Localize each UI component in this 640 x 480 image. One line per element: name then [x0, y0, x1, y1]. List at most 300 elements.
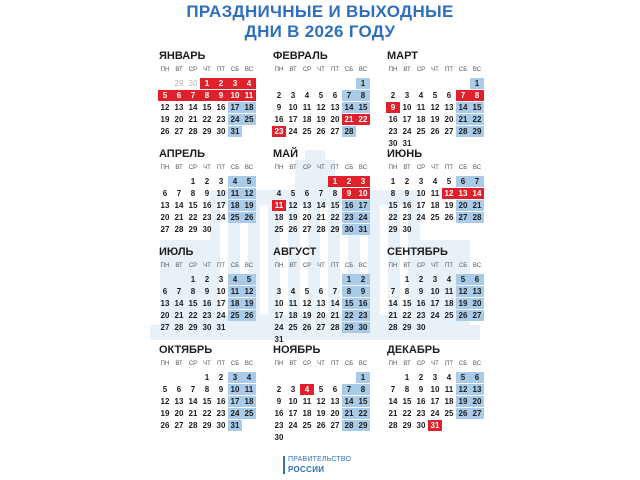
workday: 17 — [288, 409, 298, 418]
weekend-day: 23 — [342, 212, 356, 223]
weekday-label: ВС — [244, 361, 254, 367]
weekend-day: 29 — [470, 126, 484, 137]
weekday-label: СР — [416, 67, 426, 73]
workday: 17 — [430, 397, 440, 406]
workday: 28 — [174, 323, 184, 332]
workday: 21 — [316, 213, 326, 222]
weekday-label: ПТ — [217, 67, 225, 73]
weekday-label: ПН — [274, 263, 284, 269]
workday: 13 — [174, 397, 184, 406]
weekend-day: 12 — [242, 188, 256, 199]
weekend-day: 21 — [342, 408, 356, 419]
workday: 17 — [402, 115, 412, 124]
workday: 28 — [388, 323, 398, 332]
prev-month-day: 29 — [174, 79, 184, 88]
weekday-label: ВС — [472, 67, 482, 73]
workday: 3 — [276, 287, 282, 296]
workday: 6 — [332, 385, 338, 394]
weekend-day: 11 — [228, 286, 242, 297]
weekend-day: 8 — [356, 384, 370, 395]
workday: 24 — [216, 213, 226, 222]
workday: 23 — [416, 409, 426, 418]
workday: 9 — [204, 189, 210, 198]
workday: 9 — [418, 287, 424, 296]
workday: 25 — [416, 127, 426, 136]
weekend-day: 7 — [470, 176, 484, 187]
workday: 27 — [302, 225, 312, 234]
workday: 7 — [176, 189, 182, 198]
weekend-day: 24 — [356, 212, 370, 223]
workday: 20 — [160, 311, 170, 320]
month-name: СЕНТЯБРЬ — [387, 246, 448, 258]
workday: 22 — [202, 115, 212, 124]
workday: 27 — [330, 127, 340, 136]
weekend-day: 31 — [356, 224, 370, 235]
weekend-day: 19 — [242, 298, 256, 309]
workday: 25 — [302, 421, 312, 430]
month-4 — [158, 148, 256, 234]
workday: 16 — [388, 115, 398, 124]
weekday-label: ЧТ — [431, 165, 439, 171]
holiday-day: 7 — [456, 90, 470, 101]
weekday-label: СР — [302, 165, 312, 171]
weekday-header — [158, 164, 256, 175]
government-logo — [283, 454, 373, 476]
workday: 23 — [388, 127, 398, 136]
weekday-label: СБ — [230, 67, 240, 73]
logo-line-1: ПРАВИТЕЛЬСТВО — [288, 456, 352, 463]
weekend-day: 15 — [342, 298, 356, 309]
month-name: ФЕВРАЛЬ — [273, 50, 328, 62]
holiday-day: 23 — [272, 126, 286, 137]
workday: 14 — [330, 299, 340, 308]
workday: 15 — [402, 397, 412, 406]
workday: 8 — [332, 189, 338, 198]
workday: 11 — [302, 103, 312, 112]
workday: 8 — [404, 385, 410, 394]
weekend-day: 19 — [456, 298, 470, 309]
workday: 25 — [444, 409, 454, 418]
workday: 9 — [218, 385, 224, 394]
logo-bar — [283, 456, 285, 474]
workday: 11 — [302, 397, 312, 406]
workday: 10 — [274, 299, 284, 308]
holiday-day: 22 — [356, 114, 370, 125]
workday: 24 — [416, 213, 426, 222]
workday: 29 — [402, 323, 412, 332]
weekend-day: 8 — [342, 286, 356, 297]
weekday-label: ВТ — [403, 165, 411, 171]
workday: 4 — [446, 275, 452, 284]
workday: 2 — [276, 91, 282, 100]
workday: 29 — [188, 323, 198, 332]
workday: 10 — [416, 189, 426, 198]
weekend-day: 20 — [456, 200, 470, 211]
holiday-day: 9 — [214, 90, 228, 101]
weekday-label: ПН — [388, 165, 398, 171]
holiday-day: 6 — [172, 90, 186, 101]
workday: 3 — [290, 91, 296, 100]
workday: 15 — [202, 397, 212, 406]
weekend-day: 14 — [342, 102, 356, 113]
weekday-label: ВС — [472, 165, 482, 171]
workday: 30 — [202, 323, 212, 332]
month-name: ОКТЯБРЬ — [159, 344, 213, 356]
workday: 17 — [274, 311, 284, 320]
month-3 — [386, 50, 484, 148]
weekday-label: ЧТ — [203, 361, 211, 367]
weekday-label: ВТ — [403, 361, 411, 367]
workday: 19 — [316, 115, 326, 124]
weekday-label: ПН — [160, 165, 170, 171]
workday: 29 — [202, 127, 212, 136]
weekend-day: 4 — [228, 176, 242, 187]
holiday-day: 4 — [300, 384, 314, 395]
weekday-header — [272, 164, 370, 175]
weekday-label: ЧТ — [317, 361, 325, 367]
workday: 20 — [160, 213, 170, 222]
weekend-day: 5 — [242, 274, 256, 285]
weekend-day: 12 — [456, 286, 470, 297]
weekday-label: СР — [188, 361, 198, 367]
weekend-day: 25 — [228, 212, 242, 223]
weekend-day: 22 — [470, 114, 484, 125]
weekend-day: 24 — [228, 114, 242, 125]
workday: 31 — [274, 335, 284, 344]
weekend-day: 23 — [356, 310, 370, 321]
workday: 9 — [276, 397, 282, 406]
month-name: АВГУСТ — [273, 246, 317, 258]
workday: 4 — [290, 287, 296, 296]
workday: 18 — [444, 299, 454, 308]
weekend-day: 15 — [356, 396, 370, 407]
workday: 29 — [202, 421, 212, 430]
workday: 4 — [304, 91, 310, 100]
weekday-label: СР — [188, 67, 198, 73]
workday: 23 — [202, 213, 212, 222]
workday: 6 — [332, 91, 338, 100]
workday: 15 — [402, 299, 412, 308]
workday: 1 — [404, 275, 410, 284]
weekday-label: ВТ — [289, 263, 297, 269]
workday: 20 — [444, 115, 454, 124]
workday: 12 — [288, 201, 298, 210]
workday: 3 — [418, 177, 424, 186]
workday: 20 — [330, 409, 340, 418]
weekend-day: 25 — [242, 408, 256, 419]
weekday-label: СР — [188, 263, 198, 269]
workday: 14 — [388, 397, 398, 406]
workday: 6 — [162, 287, 168, 296]
holiday-day: 11 — [242, 90, 256, 101]
weekend-day: 21 — [456, 114, 470, 125]
weekday-label: СР — [416, 165, 426, 171]
weekend-day: 8 — [356, 90, 370, 101]
workday: 19 — [288, 213, 298, 222]
month-name: ИЮНЬ — [387, 148, 423, 160]
workday: 24 — [288, 127, 298, 136]
weekday-label: СР — [302, 67, 312, 73]
weekend-day: 27 — [470, 408, 484, 419]
workday: 10 — [288, 397, 298, 406]
weekend-day: 9 — [356, 286, 370, 297]
workday: 29 — [188, 225, 198, 234]
workday: 13 — [160, 201, 170, 210]
weekend-day: 14 — [456, 102, 470, 113]
weekday-label: ВС — [358, 361, 368, 367]
holiday-day: 13 — [456, 188, 470, 199]
workday: 7 — [332, 287, 338, 296]
workday: 13 — [330, 397, 340, 406]
workday: 30 — [202, 225, 212, 234]
workday: 29 — [330, 225, 340, 234]
workday: 12 — [316, 397, 326, 406]
workday: 22 — [202, 409, 212, 418]
workday: 10 — [216, 287, 226, 296]
weekday-label: СБ — [230, 361, 240, 367]
holiday-day: 2 — [214, 78, 228, 89]
workday: 1 — [204, 373, 210, 382]
workday: 31 — [402, 139, 412, 148]
weekday-label: ПН — [388, 361, 398, 367]
holiday-day: 2 — [342, 176, 356, 187]
weekday-label: ПТ — [217, 361, 225, 367]
workday: 17 — [416, 201, 426, 210]
workday: 20 — [174, 409, 184, 418]
workday: 2 — [218, 373, 224, 382]
workday: 14 — [316, 201, 326, 210]
weekend-day: 22 — [356, 408, 370, 419]
weekend-day: 31 — [228, 126, 242, 137]
weekday-label: ПТ — [445, 263, 453, 269]
month-9 — [386, 246, 484, 332]
workday: 27 — [316, 323, 326, 332]
weekend-day: 29 — [342, 322, 356, 333]
month-1 — [158, 50, 256, 136]
workday: 17 — [288, 115, 298, 124]
weekday-label: ВТ — [175, 361, 183, 367]
weekday-label: ПН — [160, 263, 170, 269]
workday: 2 — [418, 373, 424, 382]
workday: 19 — [430, 115, 440, 124]
weekend-day: 16 — [356, 298, 370, 309]
workday: 7 — [176, 287, 182, 296]
workday: 1 — [190, 275, 196, 284]
workday: 9 — [204, 287, 210, 296]
workday: 21 — [388, 311, 398, 320]
workday: 10 — [288, 103, 298, 112]
workday: 27 — [160, 225, 170, 234]
workday: 28 — [316, 225, 326, 234]
weekday-label: ПТ — [331, 263, 339, 269]
weekday-label: ПН — [160, 361, 170, 367]
workday: 19 — [160, 115, 170, 124]
month-5 — [272, 148, 370, 234]
weekend-day: 21 — [470, 200, 484, 211]
weekday-label: ЧТ — [203, 263, 211, 269]
weekday-label: СР — [302, 361, 312, 367]
workday: 11 — [444, 385, 454, 394]
weekday-label: ПТ — [445, 165, 453, 171]
workday: 16 — [216, 397, 226, 406]
weekend-day: 17 — [228, 396, 242, 407]
weekend-day: 19 — [456, 396, 470, 407]
weekday-label: ВС — [244, 67, 254, 73]
weekend-day: 13 — [470, 384, 484, 395]
weekday-label: СБ — [344, 67, 354, 73]
workday: 16 — [416, 299, 426, 308]
workday: 1 — [190, 177, 196, 186]
workday: 6 — [304, 189, 310, 198]
title-line-2: ДНИ В 2026 ГОДУ — [244, 22, 396, 41]
workday: 8 — [404, 287, 410, 296]
workday: 2 — [204, 275, 210, 284]
workday: 26 — [430, 127, 440, 136]
weekend-day: 27 — [470, 310, 484, 321]
weekend-day: 30 — [342, 224, 356, 235]
weekend-day: 17 — [228, 102, 242, 113]
workday: 22 — [188, 311, 198, 320]
workday: 23 — [216, 409, 226, 418]
weekend-day: 15 — [470, 102, 484, 113]
weekday-header — [386, 262, 484, 273]
workday: 15 — [330, 201, 340, 210]
workday: 13 — [302, 201, 312, 210]
weekend-day: 19 — [242, 200, 256, 211]
workday: 4 — [276, 189, 282, 198]
weekday-label: ВС — [472, 263, 482, 269]
workday: 18 — [444, 397, 454, 406]
workday: 21 — [174, 311, 184, 320]
weekend-day: 11 — [242, 384, 256, 395]
workday: 21 — [330, 311, 340, 320]
weekday-label: ПН — [160, 67, 170, 73]
workday: 2 — [204, 177, 210, 186]
workday: 17 — [430, 299, 440, 308]
weekend-day: 5 — [456, 372, 470, 383]
workday: 13 — [160, 299, 170, 308]
workday: 17 — [216, 201, 226, 210]
weekend-day: 24 — [228, 408, 242, 419]
weekend-day: 7 — [342, 384, 356, 395]
workday: 25 — [444, 311, 454, 320]
holiday-day: 21 — [342, 114, 356, 125]
weekday-label: ЧТ — [203, 67, 211, 73]
weekday-label: ВТ — [289, 165, 297, 171]
workday: 16 — [416, 397, 426, 406]
workday: 16 — [402, 201, 412, 210]
weekend-day: 28 — [470, 212, 484, 223]
weekday-header — [272, 66, 370, 77]
holiday-day: 1 — [328, 176, 342, 187]
weekday-label: ПН — [274, 67, 284, 73]
weekday-label: ВС — [358, 67, 368, 73]
workday: 16 — [202, 201, 212, 210]
workday: 30 — [216, 127, 226, 136]
workday: 28 — [188, 421, 198, 430]
workday: 5 — [162, 385, 168, 394]
weekend-day: 25 — [242, 114, 256, 125]
weekend-day: 12 — [242, 286, 256, 297]
workday: 30 — [274, 433, 284, 442]
workday: 14 — [174, 201, 184, 210]
workday: 24 — [288, 421, 298, 430]
workday: 3 — [432, 275, 438, 284]
weekend-day: 26 — [456, 408, 470, 419]
weekday-header — [386, 66, 484, 77]
month-12 — [386, 344, 484, 430]
weekday-label: ПТ — [217, 263, 225, 269]
weekday-label: СБ — [458, 361, 468, 367]
weekday-label: ЧТ — [317, 67, 325, 73]
weekend-day: 5 — [456, 274, 470, 285]
weekend-day: 5 — [242, 176, 256, 187]
workday: 26 — [316, 127, 326, 136]
workday: 28 — [188, 127, 198, 136]
weekday-label: ВТ — [175, 165, 183, 171]
workday: 23 — [402, 213, 412, 222]
workday: 16 — [274, 409, 284, 418]
holiday-day: 1 — [200, 78, 214, 89]
workday: 2 — [390, 91, 396, 100]
workday: 25 — [288, 323, 298, 332]
weekend-day: 17 — [356, 200, 370, 211]
workday: 13 — [316, 299, 326, 308]
weekend-day: 4 — [228, 274, 242, 285]
weekend-day: 11 — [228, 188, 242, 199]
weekend-day: 30 — [356, 322, 370, 333]
prev-month-day: 30 — [188, 79, 198, 88]
weekday-label: СР — [188, 165, 198, 171]
workday: 15 — [188, 299, 198, 308]
holiday-day: 11 — [272, 200, 286, 211]
weekday-label: ПТ — [445, 361, 453, 367]
holiday-day: 8 — [200, 90, 214, 101]
weekend-day: 6 — [470, 274, 484, 285]
workday: 6 — [176, 385, 182, 394]
workday: 25 — [430, 213, 440, 222]
weekday-label: ПТ — [217, 165, 225, 171]
month-name: МАЙ — [273, 148, 299, 160]
workday: 5 — [290, 189, 296, 198]
month-10 — [158, 344, 256, 430]
workday: 11 — [444, 287, 454, 296]
holiday-day: 9 — [342, 188, 356, 199]
weekend-day: 28 — [342, 126, 356, 137]
calendar-grid — [158, 50, 490, 450]
workday: 24 — [402, 127, 412, 136]
workday: 20 — [330, 115, 340, 124]
workday: 11 — [430, 189, 440, 198]
workday: 23 — [416, 311, 426, 320]
weekday-label: ПН — [274, 361, 284, 367]
weekday-label: ЧТ — [203, 165, 211, 171]
workday: 11 — [288, 299, 298, 308]
workday: 9 — [276, 103, 282, 112]
weekday-label: СБ — [230, 165, 240, 171]
workday: 5 — [318, 385, 324, 394]
workday: 6 — [318, 287, 324, 296]
holiday-day: 10 — [228, 90, 242, 101]
weekend-day: 1 — [356, 78, 370, 89]
workday: 15 — [202, 103, 212, 112]
workday: 12 — [160, 397, 170, 406]
workday: 12 — [430, 103, 440, 112]
weekend-day: 26 — [242, 212, 256, 223]
workday: 10 — [216, 189, 226, 198]
workday: 19 — [302, 311, 312, 320]
workday: 12 — [160, 103, 170, 112]
